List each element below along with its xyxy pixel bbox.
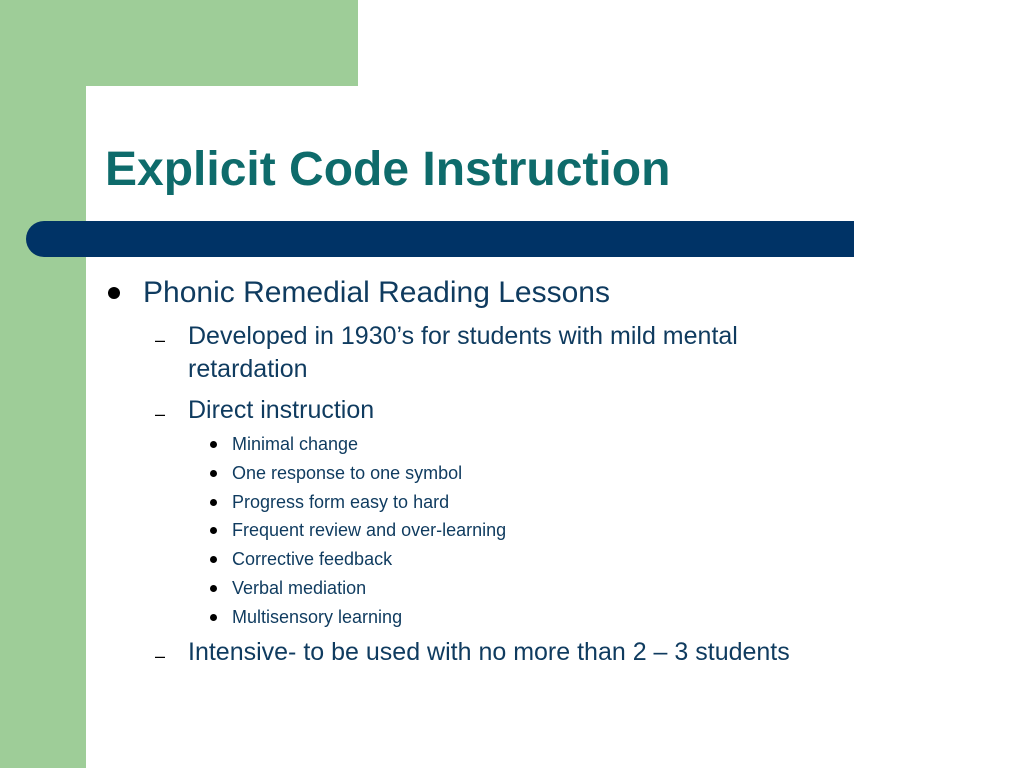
sub-bullet-verbal-mediation: Verbal mediation: [232, 578, 367, 598]
dash-icon: –: [155, 330, 166, 350]
sub-bullet-minimal-change: Minimal change: [232, 434, 359, 454]
bullet-developed-line2: retardation: [188, 355, 308, 383]
bullet-dot-icon: [108, 287, 120, 299]
sub-bullet-corrective-feedback: Corrective feedback: [232, 549, 393, 569]
bullet-dot-icon: [210, 441, 217, 448]
bullet-dot-icon: [210, 585, 217, 592]
dash-icon: –: [155, 646, 166, 666]
bullet-dot-icon: [210, 527, 217, 534]
sub-bullet-one-response: One response to one symbol: [232, 463, 463, 483]
dash-icon: –: [155, 404, 166, 424]
bullet-dot-icon: [210, 556, 217, 563]
bullet-dot-icon: [210, 470, 217, 477]
slide-title: Explicit Code Instruction: [105, 143, 671, 196]
bullet-dot-icon: [210, 499, 217, 506]
sub-bullet-frequent-review: Frequent review and over-learning: [232, 520, 507, 540]
bullet-phonic-remedial: Phonic Remedial Reading Lessons: [143, 276, 610, 309]
bullet-developed-line1: Developed in 1930’s for students with mild mental: [188, 322, 738, 350]
bullet-direct-instruction: Direct instruction: [188, 396, 375, 424]
bullet-intensive: Intensive- to be used with no more than 2 – 3 students: [188, 638, 790, 666]
bullet-dot-icon: [210, 614, 217, 621]
sub-bullet-multisensory: Multisensory learning: [232, 607, 403, 627]
sub-bullet-progress: Progress form easy to hard: [232, 492, 450, 512]
